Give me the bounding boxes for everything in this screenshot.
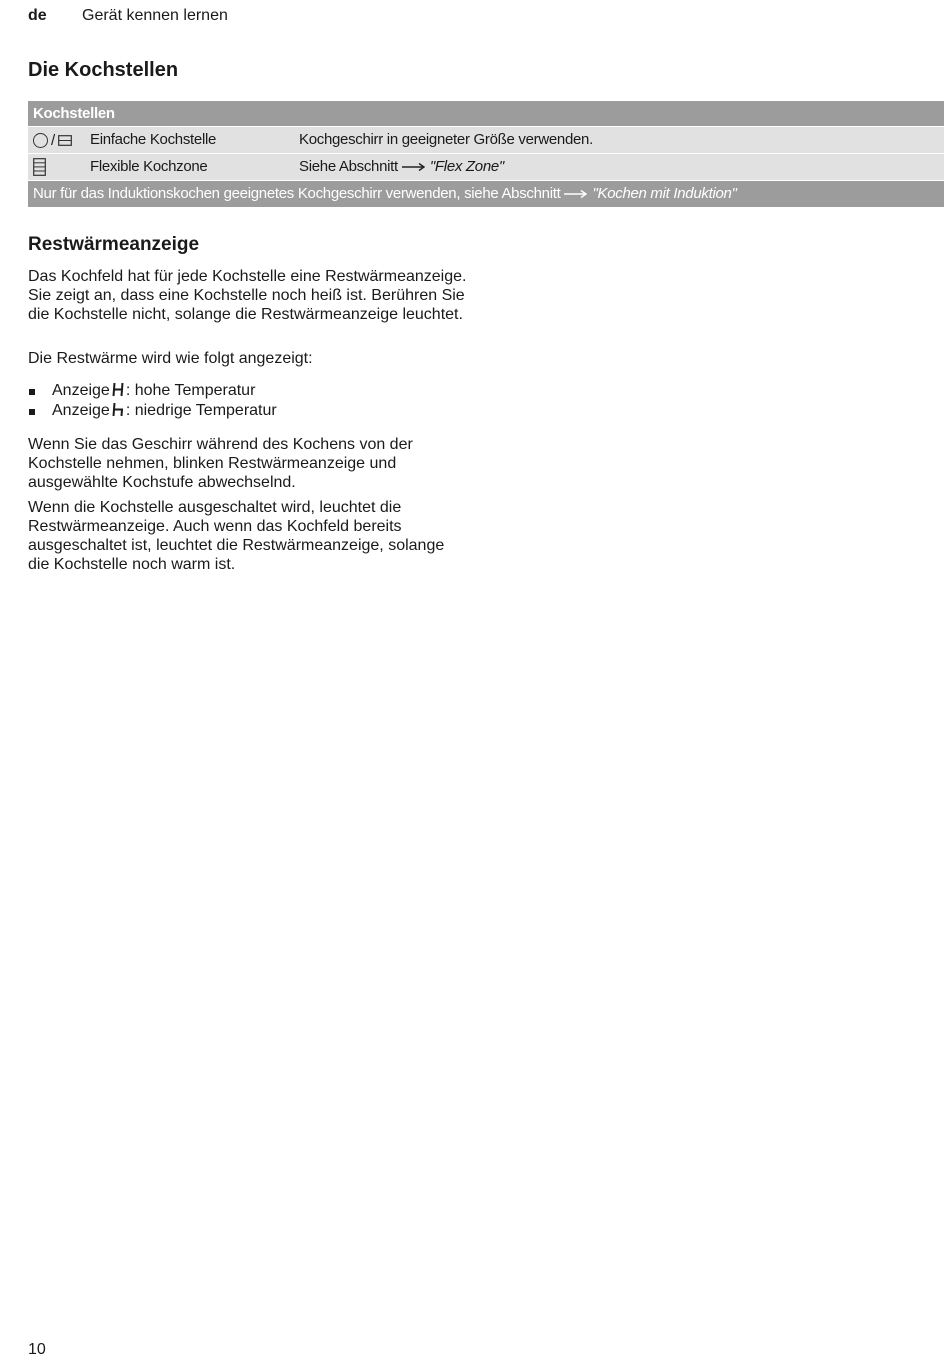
list-item [28,401,277,421]
table-row [28,127,944,153]
display-h-low-icon [112,402,124,417]
bullet-icon [29,389,35,395]
table-footer [28,181,944,207]
table-row [28,154,944,180]
residual-heat-title: Restwärmeanzeige [28,234,200,255]
chapter-title: Gerät kennen lernen [82,7,228,24]
residual-heat-intro: Das Kochfeld hat für jede Kochstelle eine Restwärmeanzeige. Sie zeigt an, dass eine Kochstelle noch heiß ist. Berühren Sie die Kochstelle nicht, solange die Restwärmeanzeige leuchtet. [28,268,467,323]
zone-description [299,158,504,175]
zone-name: Flexible Kochzone [90,158,208,175]
page-number: 10 [28,1341,46,1358]
flex-zone-icon [33,158,46,176]
language-code: de [28,7,47,24]
indicator-prefix: Anzeige [52,402,110,419]
indicator-meaning: : hohe Temperatur [125,382,256,399]
indicator-list [28,381,277,421]
footer-note [33,185,737,202]
zone-name: Einfache Kochstelle [90,131,217,148]
footer-text: Nur für das Induktionskochen geeignetes Kochgeschirr verwenden, siehe Abschnitt [33,185,561,202]
arrow-right-icon [564,189,588,199]
residual-heat-off-note: Wenn die Kochstelle ausgeschaltet wird, leuchtet die Restwärmeanzeige. Auch wenn das Kochfeld bereits ausgeschaltet ist, leuchtet die Restwärmeanzeige, solange die Kochstelle noch warm ist. [28,499,445,573]
indicator-prefix: Anzeige [52,382,110,399]
rectangular-zone-icon [58,135,72,146]
zone-description: Kochgeschirr in geeigneter Größe verwenden. [299,131,593,148]
display-h-high-icon [112,382,124,397]
flex-zone-icons [33,157,46,177]
bullet-icon [29,409,35,415]
induction-link[interactable]: "Kochen mit Induktion" [592,185,737,202]
residual-heat-blink-note: Wenn Sie das Geschirr während des Kochens von der Kochstelle nehmen, blinken Restwärmeanzeige und ausgewählte Kochstufe abwechselnd. [28,436,413,491]
indicator-meaning: : niedrige Temperatur [125,402,277,419]
cooking-zones-table [28,101,944,208]
description-prefix: Siehe Abschnitt [299,158,398,175]
arrow-right-icon [402,162,426,172]
single-zone-icons [33,130,72,150]
residual-heat-display-intro: Die Restwärme wird wie folgt angezeigt: [28,350,313,367]
section-title: Die Kochstellen [28,59,179,81]
round-zone-icon [33,133,48,148]
icon-separator: / [51,131,55,149]
table-header-label: Kochstellen [33,105,115,122]
table-header [28,101,944,126]
flex-zone-link[interactable]: "Flex Zone" [429,158,504,175]
list-item [28,381,277,401]
